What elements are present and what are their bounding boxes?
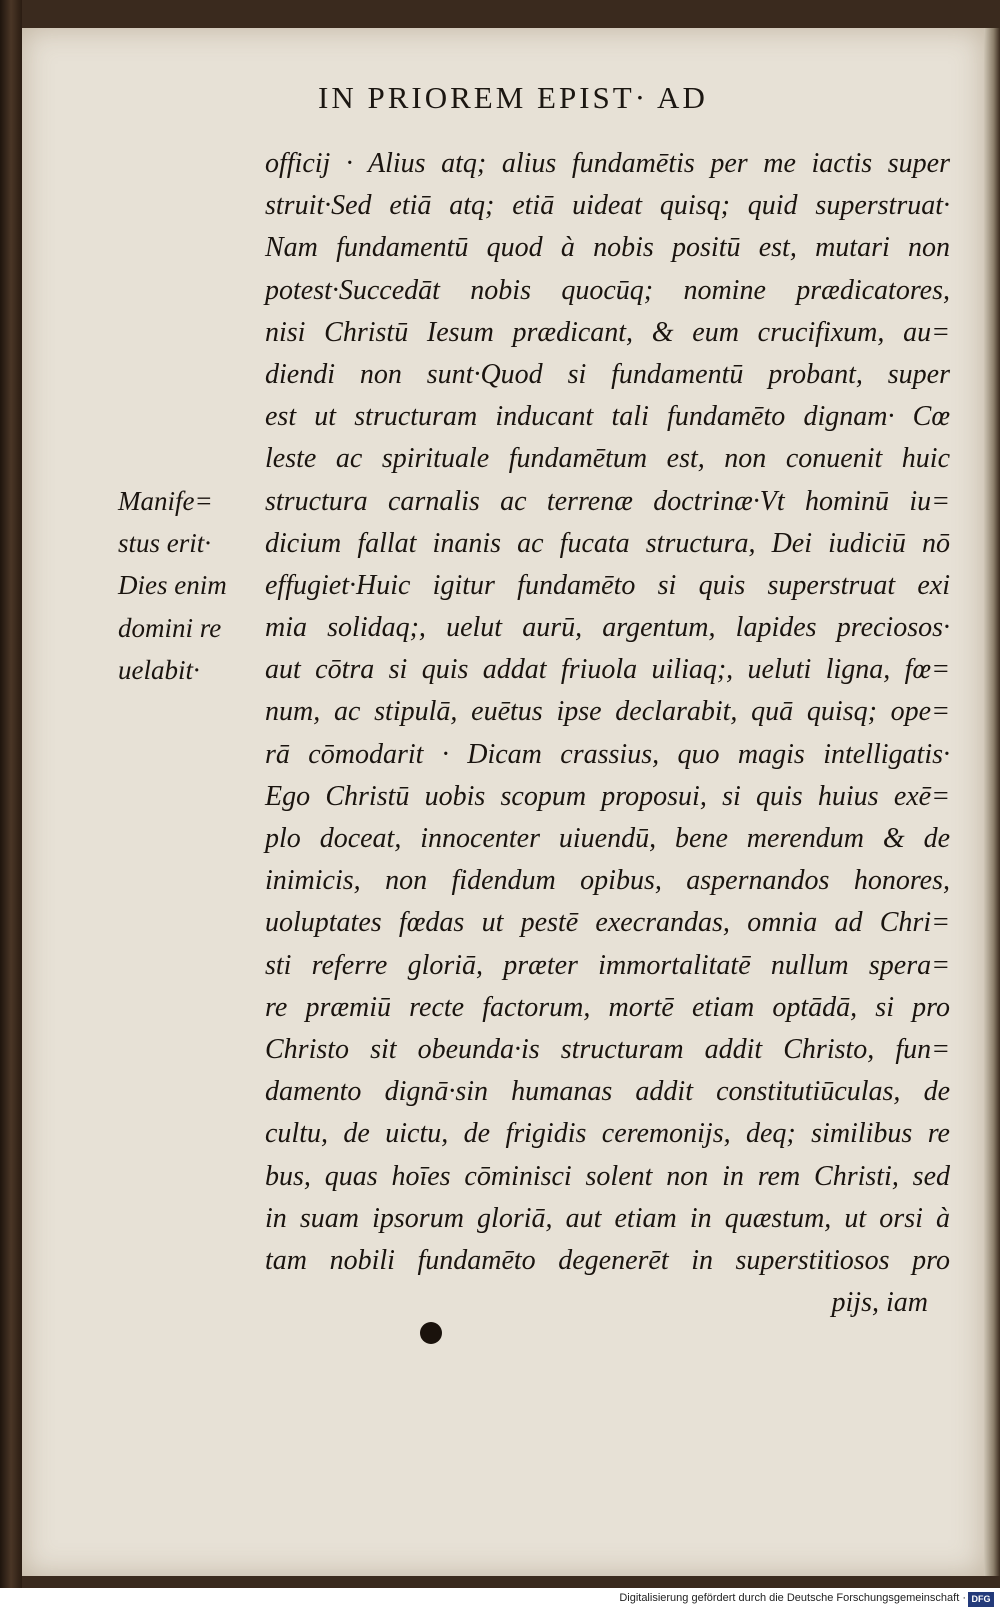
book-binding [0, 0, 22, 1588]
text-line: plo doceat, innocenter uiuendū, bene merendum & de [265, 823, 950, 854]
text-line: mia solidaq;, uelut aurū, argentum, lapides preciosos· [265, 612, 950, 644]
text-line: struit·Sed etiā atq; etiā uideat quisq; quid superstruat· [265, 190, 950, 222]
text-line: diendi non sunt·Quod si fundamentū probant, super [265, 358, 950, 390]
text-line: damento dignā·sin humanas addit constitutiūculas, de [265, 1076, 950, 1108]
text-line: dicium fallat inanis ac fucata structura, Dei iudiciū nō [265, 527, 950, 559]
text-line: rā cōmodarit · Dicam crassius, quo magis intelligatis· [265, 738, 950, 770]
text-line: structura carnalis ac terrenæ doctrinæ·Vt hominū iu= [265, 485, 950, 517]
running-head: IN PRIOREM EPIST· AD [318, 80, 708, 115]
footer-bar [0, 1588, 1000, 1611]
funding-credit: Digitalisierung gefördert durch die Deutsche Forschungsgemeinschaft · [619, 1592, 966, 1604]
margin-note [118, 480, 258, 691]
text-line: uoluptates fœdas ut pestē execrandas, omnia ad Chri= [265, 907, 950, 939]
text-line: in suam ipsorum gloriā, aut etiam in quæstum, ut orsi à [265, 1202, 950, 1234]
margin-note-line: Manife= [118, 486, 213, 516]
margin-note-line: stus erit· [118, 528, 212, 559]
text-line: sti referre gloriā, præter immortalitatē nullum spera= [265, 949, 950, 981]
text-line: inimicis, non fidendum opibus, aspernandos honores, [265, 865, 950, 897]
text-line: est ut structuram inducant tali fundamēto dignam· Cœ [265, 401, 950, 433]
text-line: leste ac spirituale fundamētum est, non conuenit huic [265, 443, 950, 475]
text-line: re præmiū recte factorum, mortē etiam optādā, si pro [265, 991, 950, 1023]
text-line: officij · Alius atq; alius fundamētis per me iactis super [265, 148, 950, 179]
text-line: Nam fundamentū quod à nobis positū est, mutari non [265, 232, 950, 264]
text-line: num, ac stipulā, euētus ipse declarabit, quā quisq; ope= [265, 696, 950, 728]
text-line: cultu, de uictu, de frigidis ceremonijs, deq; similibus re [265, 1118, 950, 1150]
text-line: Ego Christū uobis scopum proposui, si quis huius exē= [265, 780, 950, 812]
body-text [265, 143, 950, 1324]
text-line: tam nobili fundamēto degenerēt in superstitiosos pro [265, 1244, 950, 1276]
page-edge [984, 28, 1000, 1576]
margin-note-line: domini re [118, 612, 222, 643]
text-line: effugiet·Huic igitur fundamēto si quis superstruat exi [265, 569, 950, 601]
catchword-line: pijs, iam [831, 1287, 928, 1319]
dfg-logo: DFG [968, 1592, 994, 1607]
ink-blot [420, 1322, 442, 1344]
text-line: nisi Christū Iesum prædicant, & eum crucifixum, au= [265, 316, 950, 348]
text-line: aut cōtra si quis addat friuola uiliaq;, ueluti ligna, fœ= [265, 654, 950, 686]
margin-note-line: Dies enim [118, 570, 227, 601]
text-line: bus, quas hoīes cōminisci solent non in rem Christi, sed [265, 1160, 950, 1192]
text-line: potest·Succedāt nobis quocūq; nomine prædicatores, [265, 274, 950, 306]
margin-note-line: uelabit· [118, 654, 200, 685]
text-line: Christo sit obeunda·is structuram addit Christo, fun= [265, 1033, 950, 1065]
